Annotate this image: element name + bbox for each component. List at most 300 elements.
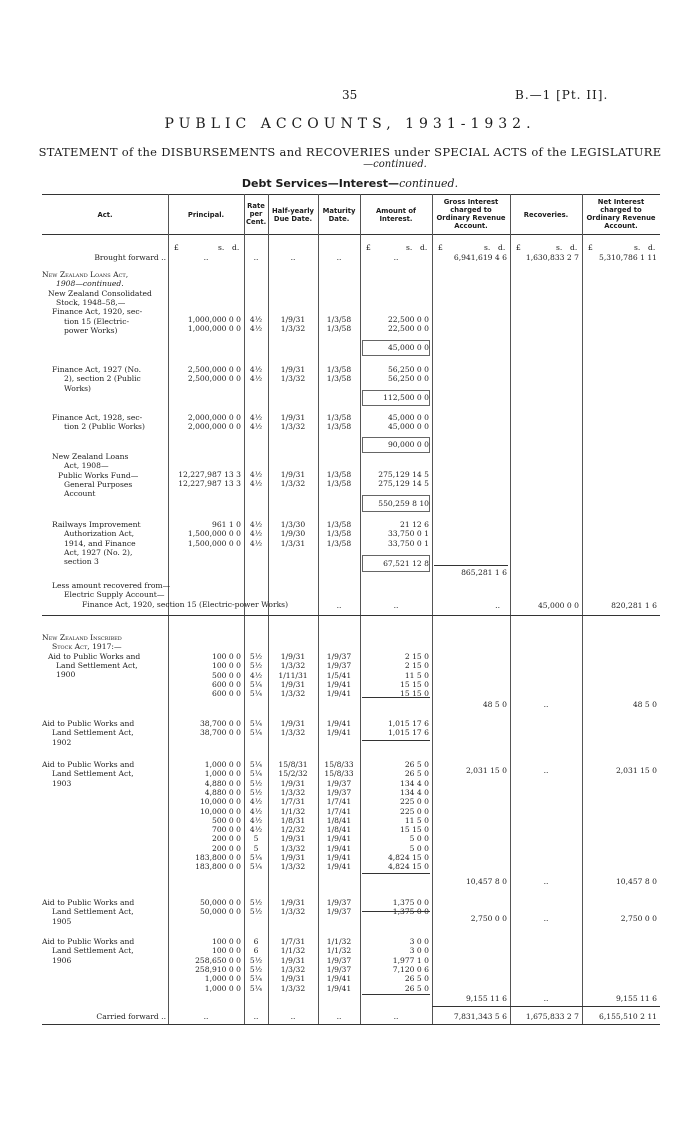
aid1902-amount-0: 1,015 17 6 <box>387 719 429 728</box>
consolidated-gross-rule <box>434 565 508 566</box>
inscribed-amount-3: 15 15 0 <box>400 679 429 689</box>
group3-act-line-0: Finance Act, 1928, sec- <box>52 413 143 422</box>
aid1905-recoveries: .. <box>543 914 549 923</box>
aid1903-amount-10: 4,824 15 0 <box>387 853 429 862</box>
aid1903-rate-3: 5½ <box>249 787 263 797</box>
principal-shilling-unit: s. <box>218 243 225 252</box>
aid1906-maturity-3: 1/9/37 <box>326 964 352 974</box>
aid1906-principal-0: 100 0 0 <box>212 937 241 946</box>
aid1902-halfyearly-1: 1/3/32 <box>280 728 306 738</box>
header-halfyearly: Half-yearly Due Date. <box>271 207 314 223</box>
aid1906-amount-3: 7,120 0 6 <box>392 964 429 974</box>
group4-act-line-2: Public Works Fund— <box>58 470 139 480</box>
aid1903-maturity-4: 1/7/41 <box>326 797 352 807</box>
aid1905-gross: 2,750 0 0 <box>470 914 507 923</box>
section-separator <box>42 615 660 616</box>
group1-act-line-2: New Zealand Consolidated <box>48 288 152 298</box>
group5-rate-1: 4½ <box>249 529 263 539</box>
inscribed-maturity-3: 1/9/41 <box>326 679 352 689</box>
group5-principal-1: 1,500,000 0 0 <box>187 529 241 539</box>
aid1903-rate-6: 4½ <box>249 815 263 825</box>
aid1903-maturity-3: 1/9/37 <box>326 787 352 797</box>
amount-shilling-unit: s. <box>406 243 413 252</box>
aid1903-amount-0: 26 5 0 <box>404 760 429 769</box>
group2-maturity-0: 1/3/58 <box>326 365 352 374</box>
net-pence-unit: d. <box>648 243 656 252</box>
aid1903-rate-5: 4½ <box>249 806 263 816</box>
aid1903-amount-11: 4,824 15 0 <box>387 862 429 872</box>
bf-principal: .. <box>203 253 209 262</box>
group1-maturity-1: 1/3/58 <box>326 324 352 334</box>
group1-act-line-1: 1908—continued. <box>56 279 124 289</box>
group3-principal-1: 2,000,000 0 0 <box>187 422 241 432</box>
group4-act-line-0: New Zealand Loans <box>52 452 129 461</box>
header-gross: Gross Interest charged to Ordinary Revenue Account. <box>436 198 506 230</box>
aid1906-principal-3: 258,910 0 0 <box>195 964 241 974</box>
aid1903-act-line-2: 1903 <box>52 778 72 788</box>
aid1902-rate-1: 5¼ <box>249 728 263 738</box>
aid1905-halfyearly-0: 1/9/31 <box>280 898 306 907</box>
inscribed-maturity-0: 1/9/37 <box>326 652 352 661</box>
aid1906-rate-0: 6 <box>253 937 259 946</box>
group2-rate-1: 4½ <box>249 374 263 384</box>
aid1906-act-line-1: Land Settlement Act, <box>52 946 134 956</box>
group5-act-line-1: Authorization Act, <box>64 529 135 539</box>
group2-act-line-1: 2), section 2 (Public <box>64 374 141 384</box>
aid1903-principal-10: 183,800 0 0 <box>195 853 241 862</box>
aid1903-halfyearly-11: 1/3/32 <box>280 862 306 872</box>
aid1903-principal-8: 200 0 0 <box>212 834 241 844</box>
aid1906-rate-5: 5¼ <box>249 983 263 993</box>
aid1902-act-line-0: Aid to Public Works and <box>42 719 135 728</box>
group5-act-line-3: Act, 1927 (No. 2), <box>64 547 133 557</box>
section-title: Debt Services—Interest—continued. <box>241 177 459 190</box>
cf-recoveries: 1,675,833 2 7 <box>525 1012 579 1021</box>
inscribed-gross: 48 5 0 <box>482 700 507 709</box>
aid1906-act-line-2: 1906 <box>52 955 72 965</box>
inscribed-amount-1: 2 15 0 <box>404 661 429 671</box>
principal-pound-unit: £ <box>174 243 179 252</box>
aid1903-principal-9: 200 0 0 <box>212 843 241 853</box>
cf-gross: 7,831,343 5 6 <box>453 1012 507 1021</box>
recoveries-pence-unit: d. <box>570 243 578 252</box>
aid1906-amount-5: 26 5 0 <box>404 983 429 993</box>
group5-subtotal: 67,521 12 8 <box>383 559 429 568</box>
less-recoveries: 45,000 0 0 <box>537 601 579 610</box>
group2-halfyearly-0: 1/9/31 <box>280 365 306 374</box>
aid1906-maturity-0: 1/1/32 <box>326 937 352 946</box>
inscribed-amount-2: 11 5 0 <box>404 670 429 680</box>
aid1903-principal-11: 183,800 0 0 <box>195 862 241 872</box>
aid1906-halfyearly-5: 1/3/32 <box>280 983 306 993</box>
bf-halfyearly: .. <box>290 253 296 262</box>
group1-act-line-6: power Works) <box>64 325 118 335</box>
aid1902-principal-0: 38,700 0 0 <box>199 719 241 728</box>
group2-act-line-2: Works) <box>64 383 91 393</box>
header-recoveries: Recoveries. <box>523 211 569 219</box>
aid1905-net: 2,750 0 0 <box>620 914 657 923</box>
aid1902-net: 2,031 15 0 <box>615 766 657 775</box>
aid1906-amount-rule <box>362 994 430 995</box>
bf-maturity: .. <box>336 253 342 262</box>
principal-pence-unit: d. <box>232 243 240 252</box>
group3-maturity-1: 1/3/58 <box>326 422 352 432</box>
aid1905-amount-1: 1,375 0 0 <box>392 907 429 917</box>
aid1903-rate-0: 5¼ <box>249 760 263 769</box>
inscribed-rate-1: 5½ <box>249 661 263 671</box>
group2-amount-0: 56,250 0 0 <box>387 365 429 374</box>
gross-pence-unit: d. <box>498 243 506 252</box>
aid1906-net: 9,155 11 6 <box>615 994 657 1003</box>
aid1903-halfyearly-3: 1/3/32 <box>280 787 306 797</box>
aid1906-act-line-0: Aid to Public Works and <box>42 937 135 946</box>
recoveries-shilling-unit: s. <box>556 243 563 252</box>
inscribed-halfyearly-0: 1/9/31 <box>280 652 306 661</box>
aid1902-halfyearly-0: 1/9/31 <box>280 719 306 728</box>
inscribed-amount-0: 2 15 0 <box>404 652 429 661</box>
aid1902-maturity-1: 1/9/41 <box>326 728 352 738</box>
aid1903-maturity-2: 1/9/37 <box>326 778 352 788</box>
header-maturity: Maturity Date. <box>322 207 356 223</box>
group4-halfyearly-0: 1/9/31 <box>280 470 306 479</box>
aid1903-halfyearly-6: 1/8/31 <box>280 815 306 825</box>
group5-act-line-0: Railways Improvement <box>52 520 141 529</box>
group3-amount-1: 45,000 0 0 <box>387 422 429 432</box>
group4-subtotal: 550,259 8 10 <box>378 499 429 508</box>
cf-rate: .. <box>253 1012 259 1021</box>
page-number: 35 <box>342 88 358 102</box>
aid1903-principal-1: 1,000 0 0 <box>204 769 241 779</box>
inscribed-act-line-3: Land Settlement Act, <box>56 660 138 670</box>
group1-act-line-5: tion 15 (Electric- <box>64 316 130 326</box>
group4-act-line-1: Act, 1908— <box>64 461 109 471</box>
group4-principal-0: 12,227,987 13 3 <box>178 470 241 479</box>
group4-principal-1: 12,227,987 13 3 <box>178 479 241 489</box>
aid1902-recoveries: .. <box>543 766 549 775</box>
group5-maturity-2: 1/3/58 <box>326 538 352 548</box>
aid1906-rate-4: 5¼ <box>249 974 263 984</box>
aid1903-recoveries: .. <box>543 877 549 886</box>
inscribed-amount-rule <box>362 697 430 698</box>
amount-pound-unit: £ <box>366 243 371 252</box>
less-recovered-line-1: Electric Supply Account— <box>64 590 165 599</box>
aid1906-halfyearly-2: 1/9/31 <box>280 955 306 965</box>
inscribed-principal-0: 100 0 0 <box>212 652 241 661</box>
cf-amount: .. <box>393 1012 399 1021</box>
aid1906-gross: 9,155 11 6 <box>465 994 507 1003</box>
aid1902-act-line-2: 1902 <box>52 737 72 747</box>
group5-amount-1: 33,750 0 1 <box>387 529 429 539</box>
inscribed-net: 48 5 0 <box>632 700 657 709</box>
inscribed-maturity-2: 1/5/41 <box>326 670 352 680</box>
group4-act-line-4: Account <box>64 489 96 499</box>
aid1906-halfyearly-3: 1/3/32 <box>280 964 306 974</box>
cf-maturity: .. <box>336 1012 342 1021</box>
group2-rate-0: 4½ <box>249 365 263 374</box>
aid1903-maturity-11: 1/9/41 <box>326 862 352 872</box>
aid1903-rate-2: 5½ <box>249 778 263 788</box>
aid1905-rate-1: 5½ <box>249 907 263 917</box>
group4-rate-1: 4½ <box>249 479 263 489</box>
aid1903-amount-5: 225 0 0 <box>400 806 429 816</box>
aid1905-act-line-0: Aid to Public Works and <box>42 898 135 907</box>
aid1905-amount-0: 1,375 0 0 <box>392 898 429 907</box>
group3-subtotal: 90,000 0 0 <box>387 440 429 449</box>
gross-shilling-unit: s. <box>484 243 491 252</box>
aid1903-maturity-10: 1/9/41 <box>326 853 352 862</box>
aid1903-rate-4: 4½ <box>249 797 263 807</box>
group2-amount-1: 56,250 0 0 <box>387 374 429 384</box>
bf-recoveries: 1,630,833 2 7 <box>525 253 579 262</box>
aid1906-rate-2: 5½ <box>249 955 263 965</box>
group5-amount-0: 21 12 6 <box>400 520 429 529</box>
group1-amount-1: 22,500 0 0 <box>387 324 429 334</box>
aid1906-maturity-5: 1/9/41 <box>326 983 352 993</box>
aid1903-amount-9: 5 0 0 <box>409 843 429 853</box>
inscribed-principal-4: 600 0 0 <box>212 689 241 699</box>
aid1903-halfyearly-5: 1/1/32 <box>280 806 306 816</box>
aid1902-amount-rule <box>362 740 430 741</box>
aid1906-halfyearly-1: 1/1/32 <box>280 946 306 956</box>
aid1903-amount-4: 225 0 0 <box>400 797 429 807</box>
gross-pound-unit: £ <box>438 243 443 252</box>
group1-act-line-3: Stock, 1948–58,— <box>56 297 126 307</box>
aid1902-maturity-0: 1/9/41 <box>326 719 352 728</box>
less-gross: .. <box>495 601 500 610</box>
bf-amount: .. <box>393 253 399 262</box>
aid1903-principal-7: 700 0 0 <box>212 825 241 835</box>
aid1903-rate-7: 4½ <box>249 825 263 835</box>
inscribed-amount-4: 15 15 0 <box>400 689 429 699</box>
inscribed-rate-3: 5¼ <box>249 679 263 689</box>
statement-continued: —continued. <box>363 159 427 170</box>
header-amount: Amount of Interest. <box>376 207 416 223</box>
group5-rate-2: 4½ <box>249 538 263 548</box>
group2-act-line-0: Finance Act, 1927 (No. <box>52 365 141 374</box>
header-rate: Rate per Cent. <box>246 202 267 226</box>
aid1903-act-line-0: Aid to Public Works and <box>42 760 135 769</box>
group3-rate-0: 4½ <box>249 413 263 422</box>
group1-halfyearly-1: 1/3/32 <box>280 324 306 334</box>
group4-amount-0: 275,129 14 5 <box>378 470 429 479</box>
aid1903-halfyearly-8: 1/9/31 <box>280 834 306 844</box>
header-principal: Principal. <box>187 211 225 219</box>
aid1902-principal-1: 38,700 0 0 <box>199 728 241 738</box>
aid1905-maturity-1: 1/9/37 <box>326 907 352 917</box>
net-pound-unit: £ <box>588 243 593 252</box>
aid1903-principal-5: 10,000 0 0 <box>199 806 241 816</box>
group1-subtotal: 45,000 0 0 <box>387 343 429 352</box>
group4-halfyearly-1: 1/3/32 <box>280 479 306 489</box>
aid1903-amount-6: 11 5 0 <box>404 815 429 825</box>
aid1905-amount-rule <box>362 911 430 912</box>
aid1906-rate-3: 5½ <box>249 964 263 974</box>
aid1903-principal-4: 10,000 0 0 <box>199 797 241 807</box>
less-maturity: .. <box>336 601 342 610</box>
inscribed-principal-1: 100 0 0 <box>212 661 241 671</box>
aid1906-halfyearly-0: 1/7/31 <box>280 937 306 946</box>
group2-subtotal: 112,500 0 0 <box>383 393 429 402</box>
cf-principal: .. <box>203 1012 209 1021</box>
inscribed-halfyearly-2: 1/11/31 <box>278 670 308 680</box>
inscribed-principal-3: 600 0 0 <box>212 679 241 689</box>
inscribed-rate-0: 5½ <box>249 652 263 661</box>
aid1903-maturity-5: 1/7/41 <box>326 806 352 816</box>
aid1905-maturity-0: 1/9/37 <box>326 898 352 907</box>
inscribed-recoveries: .. <box>543 700 549 709</box>
aid1903-maturity-0: 15/8/33 <box>324 760 354 769</box>
aid1903-halfyearly-4: 1/7/31 <box>280 797 306 807</box>
group1-amount-0: 22,500 0 0 <box>387 315 429 324</box>
group5-act-line-4: section 3 <box>64 557 99 567</box>
aid1906-halfyearly-4: 1/9/31 <box>280 974 306 984</box>
group1-maturity-0: 1/3/58 <box>326 315 352 324</box>
aid1905-act-line-1: Land Settlement Act, <box>52 907 134 917</box>
group5-halfyearly-1: 1/9/30 <box>280 529 306 539</box>
bf-rate: .. <box>253 253 259 262</box>
consolidated-gross: 865,281 1 6 <box>461 568 507 577</box>
group3-halfyearly-0: 1/9/31 <box>280 413 306 422</box>
aid1905-principal-1: 50,000 0 0 <box>199 907 241 917</box>
aid1903-maturity-8: 1/9/41 <box>326 834 352 844</box>
aid1903-amount-7: 15 15 0 <box>400 825 429 835</box>
aid1906-principal-4: 1,000 0 0 <box>204 974 241 984</box>
aid1903-principal-0: 1,000 0 0 <box>204 760 241 769</box>
aid1903-principal-3: 4,880 0 0 <box>204 787 241 797</box>
aid1902-gross: 2,031 15 0 <box>465 766 507 775</box>
aid1905-act-line-2: 1905 <box>52 916 72 926</box>
group4-maturity-1: 1/3/58 <box>326 479 352 489</box>
aid1903-rate-10: 5¼ <box>249 853 263 862</box>
aid1903-principal-6: 500 0 0 <box>212 815 241 825</box>
group4-rate-0: 4½ <box>249 470 263 479</box>
bf-net: 5,310,786 1 11 <box>599 253 657 262</box>
group2-principal-1: 2,500,000 0 0 <box>187 374 241 384</box>
group5-maturity-1: 1/3/58 <box>326 529 352 539</box>
header-bottom-rule <box>42 234 660 235</box>
table-bottom-rule <box>42 1024 660 1025</box>
group2-maturity-1: 1/3/58 <box>326 374 352 384</box>
brought-forward-label: Brought forward .. <box>94 253 166 262</box>
aid1903-halfyearly-0: 15/8/31 <box>278 760 308 769</box>
less-recovered-line-2: Finance Act, 1920, section 15 (Electric-power Works) <box>82 600 289 609</box>
aid1906-amount-4: 26 5 0 <box>404 974 429 984</box>
group3-halfyearly-1: 1/3/32 <box>280 422 306 432</box>
aid1902-act-line-1: Land Settlement Act, <box>52 728 134 738</box>
aid1906-principal-1: 100 0 0 <box>212 946 241 956</box>
inscribed-halfyearly-4: 1/3/32 <box>280 689 306 699</box>
aid1905-principal-0: 50,000 0 0 <box>199 898 241 907</box>
aid1903-amount-3: 134 4 0 <box>400 787 429 797</box>
group3-maturity-0: 1/3/58 <box>326 413 352 422</box>
aid1903-halfyearly-2: 1/9/31 <box>280 778 306 788</box>
aid1906-maturity-1: 1/1/32 <box>326 946 352 956</box>
aid1903-amount-2: 134 4 0 <box>400 778 429 788</box>
aid1906-maturity-2: 1/9/37 <box>326 955 352 965</box>
less-amount: .. <box>393 601 399 610</box>
group3-amount-0: 45,000 0 0 <box>387 413 429 422</box>
page-title: PUBLIC ACCOUNTS, 1931-1932. <box>164 116 536 132</box>
inscribed-halfyearly-1: 1/3/32 <box>280 661 306 671</box>
aid1902-amount-1: 1,015 17 6 <box>387 728 429 738</box>
inscribed-maturity-4: 1/9/41 <box>326 689 352 699</box>
inscribed-act-line-2: Aid to Public Works and <box>48 651 141 661</box>
aid1906-recoveries: .. <box>543 994 549 1003</box>
inscribed-maturity-1: 1/9/37 <box>326 661 352 671</box>
aid1906-maturity-4: 1/9/41 <box>326 974 352 984</box>
group1-rate-1: 4½ <box>249 324 263 334</box>
aid1903-halfyearly-9: 1/3/32 <box>280 843 306 853</box>
aid1903-amount-8: 5 0 0 <box>409 834 429 844</box>
header-top-rule <box>42 194 660 195</box>
group5-halfyearly-2: 1/3/31 <box>280 538 306 548</box>
aid1903-net: 10,457 8 0 <box>615 877 657 886</box>
group5-maturity-0: 1/3/58 <box>326 520 352 529</box>
group1-rate-0: 4½ <box>249 315 263 324</box>
page-reference: B.—1 [Pt. II]. <box>515 88 609 102</box>
aid1906-rate-1: 6 <box>253 946 259 956</box>
group5-act-line-2: 1914, and Finance <box>64 538 136 548</box>
bf-gross: 6,941,619 4 6 <box>453 253 507 262</box>
aid1905-rate-0: 5½ <box>249 898 263 907</box>
aid1906-amount-0: 3 0 0 <box>409 937 429 946</box>
aid1906-amount-2: 1,977 1 0 <box>392 955 429 965</box>
group1-halfyearly-0: 1/9/31 <box>280 315 306 324</box>
cf-net: 6,155,510 2 11 <box>599 1012 657 1021</box>
aid1902-rate-0: 5¼ <box>249 719 263 728</box>
group5-amount-2: 33,750 0 1 <box>387 538 429 548</box>
group2-principal-0: 2,500,000 0 0 <box>187 365 241 374</box>
aid1903-halfyearly-10: 1/9/31 <box>280 853 306 862</box>
group5-rate-0: 4½ <box>249 520 263 529</box>
group4-act-line-3: General Purposes <box>64 479 133 489</box>
aid1903-gross: 10,457 8 0 <box>465 877 507 886</box>
inscribed-act-line-1: Stock Act, 1917:— <box>52 642 122 652</box>
carried-forward-rule <box>432 1006 660 1007</box>
group3-principal-0: 2,000,000 0 0 <box>187 413 241 422</box>
inscribed-act-line-0: New Zealand Inscribed <box>42 633 122 642</box>
less-net: 820,281 1 6 <box>611 601 657 610</box>
aid1903-principal-2: 4,880 0 0 <box>204 778 241 788</box>
group1-act-line-0: New Zealand Loans Act, <box>42 270 129 279</box>
aid1903-maturity-7: 1/8/41 <box>326 825 352 835</box>
aid1905-halfyearly-1: 1/3/32 <box>280 907 306 917</box>
less-recovered-line-0: Less amount recovered from— <box>52 581 171 590</box>
group2-halfyearly-1: 1/3/32 <box>280 374 306 384</box>
group5-principal-0: 961 1 0 <box>212 520 241 529</box>
inscribed-rate-4: 5¼ <box>249 689 263 699</box>
group1-principal-1: 1,000,000 0 0 <box>187 324 241 334</box>
carried-forward-label: Carried forward .. <box>96 1012 166 1021</box>
cf-halfyearly: .. <box>290 1012 296 1021</box>
aid1903-rate-11: 5¼ <box>249 862 263 872</box>
aid1903-act-line-1: Land Settlement Act, <box>52 769 134 779</box>
aid1903-maturity-6: 1/8/41 <box>326 815 352 825</box>
net-shilling-unit: s. <box>634 243 641 252</box>
aid1903-amount-1: 26 5 0 <box>404 769 429 779</box>
recoveries-pound-unit: £ <box>516 243 521 252</box>
inscribed-rate-2: 4½ <box>249 670 263 680</box>
aid1903-maturity-9: 1/9/41 <box>326 843 352 853</box>
statement-title: STATEMENT of the DISBURSEMENTS and RECOVERIES under SPECIAL ACTS of the LEGISLATURE <box>38 145 662 159</box>
aid1903-halfyearly-1: 15/2/32 <box>278 769 308 779</box>
header-net: Net Interest charged to Ordinary Revenue Account. <box>586 198 656 230</box>
group1-act-line-4: Finance Act, 1920, sec- <box>52 307 143 317</box>
aid1903-rate-8: 5 <box>253 834 259 844</box>
aid1906-principal-2: 258,650 0 0 <box>195 955 241 965</box>
group3-rate-1: 4½ <box>249 422 263 432</box>
group4-maturity-0: 1/3/58 <box>326 470 352 479</box>
